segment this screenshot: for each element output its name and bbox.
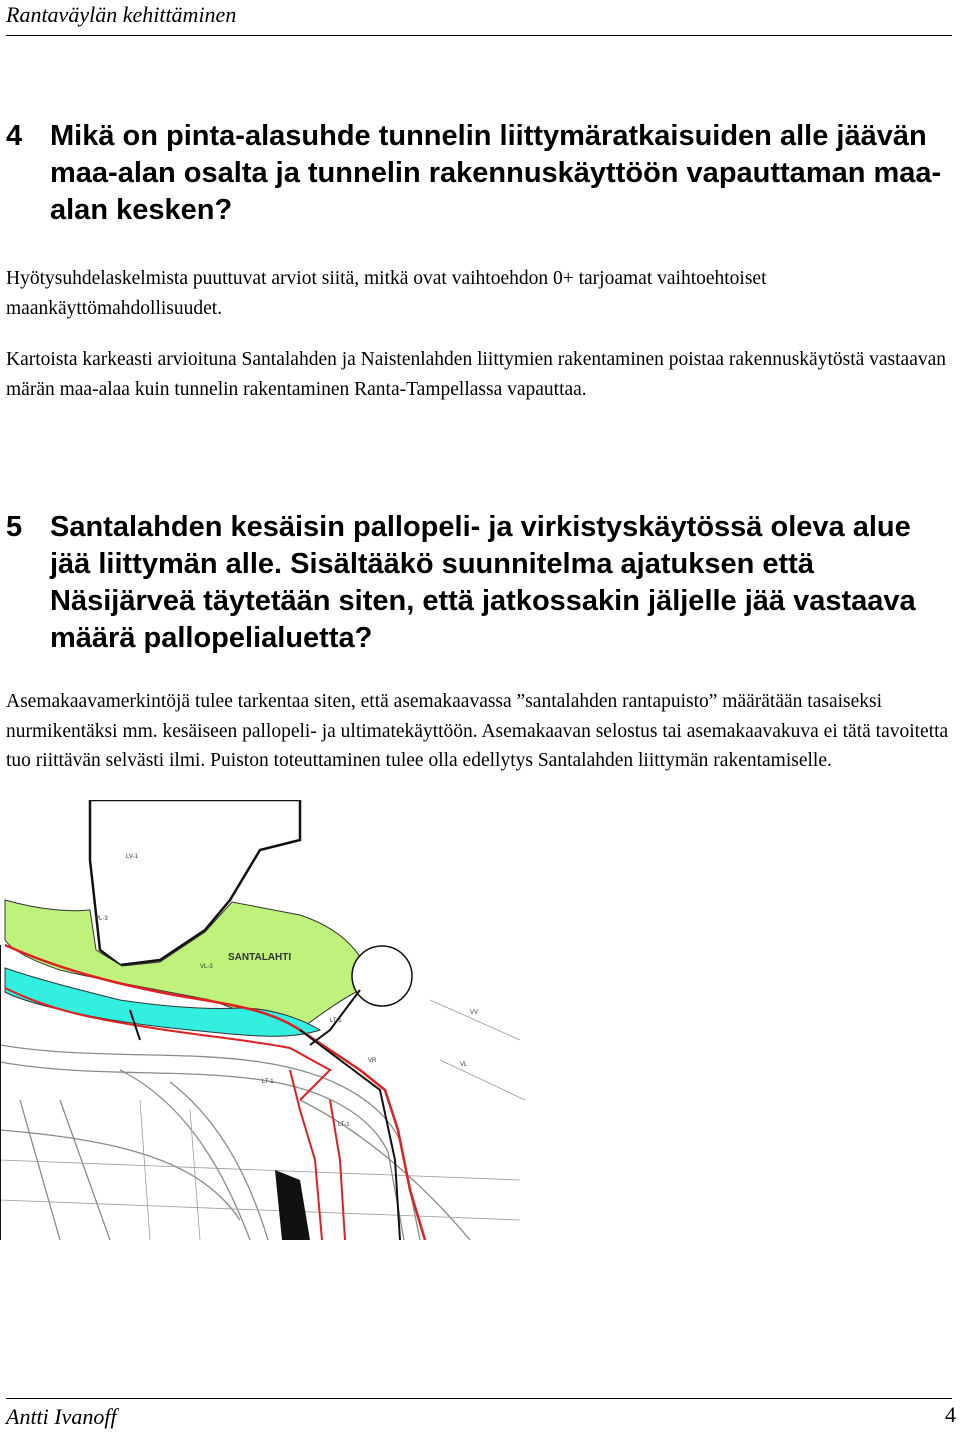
- map-zone-label: VR: [368, 1058, 377, 1064]
- map-zone-label: VL: [460, 1062, 468, 1068]
- running-header: Rantaväylän kehittäminen: [6, 2, 237, 27]
- map-zone-label: LT-1: [330, 1018, 342, 1024]
- section-5-heading: [6, 509, 956, 657]
- section-4-heading: [6, 118, 956, 229]
- section-4-number: 4: [6, 120, 23, 152]
- map-zone-label: VV: [470, 1010, 479, 1016]
- footer-rule: [6, 1398, 952, 1399]
- map-zone-label: LV-1: [126, 854, 138, 860]
- map-zone-label: VL-3: [200, 964, 213, 970]
- section-4-paragraph-2: Kartoista karkeasti arvioituna Santalahden ja Naistenlahden liittymien rakentaminen poistaa rakennuskäytöstä vastaavan märän maa-alaa kuin tunnelin rakentaminen Ranta-Tampellassa vapauttaa.: [6, 349, 947, 400]
- section-4-paragraph-1: Hyötysuhdelaskelmista puuttuvat arviot siitä, mitkä ovat vaihtoehdon 0+ tarjoamat vaihtoehtoiset maankäyttömahdollisuudet.: [6, 268, 767, 319]
- section-5-number: 5: [6, 511, 23, 543]
- footer-author: Antti Ivanoff: [6, 1404, 117, 1429]
- map-place-label: SANTALAHTI: [228, 952, 292, 963]
- map-zone-label: LT-1: [262, 1079, 274, 1085]
- map-zone-label: LT-1: [338, 1122, 350, 1128]
- santalahti-zoning-map: [0, 800, 540, 1240]
- section-4-heading-text: Mikä on pinta-alasuhde tunnelin liittymäratkaisuiden alle jäävän maa-alan osalta ja tunnelin rakennuskäyttöön vapauttaman maa-alan kesken?: [50, 120, 942, 226]
- page-number: 4: [945, 1402, 956, 1427]
- section-5-paragraph-1: Asemakaavamerkintöjä tulee tarkentaa siten, että asemakaavassa ”santalahden rantapuisto” määrätään tasaiseksi nurmikentäksi mm. kesäiseen pallopeli- ja ultimatekäyttöön. Asemakaavan selostus tai asemakaavakuva ei tätä tavoitetta tuo riittävän selvästi ilmi. Puiston toteuttaminen tulee olla edellytys Santalahden liittymän rakentamiselle.: [6, 691, 949, 771]
- round-park: [352, 946, 412, 1006]
- section-5-heading-text: Santalahden kesäisin pallopeli- ja virkistyskäytössä oleva alue jää liittymän alle. Sisältääkö suunnitelma ajatuksen että Näsijärveä täytetään siten, että jatkossakin jäljelle jää vastaava määrä pallopelialuetta?: [50, 511, 916, 654]
- map-zone-label: VL-3: [95, 916, 108, 922]
- header-rule: [6, 35, 952, 36]
